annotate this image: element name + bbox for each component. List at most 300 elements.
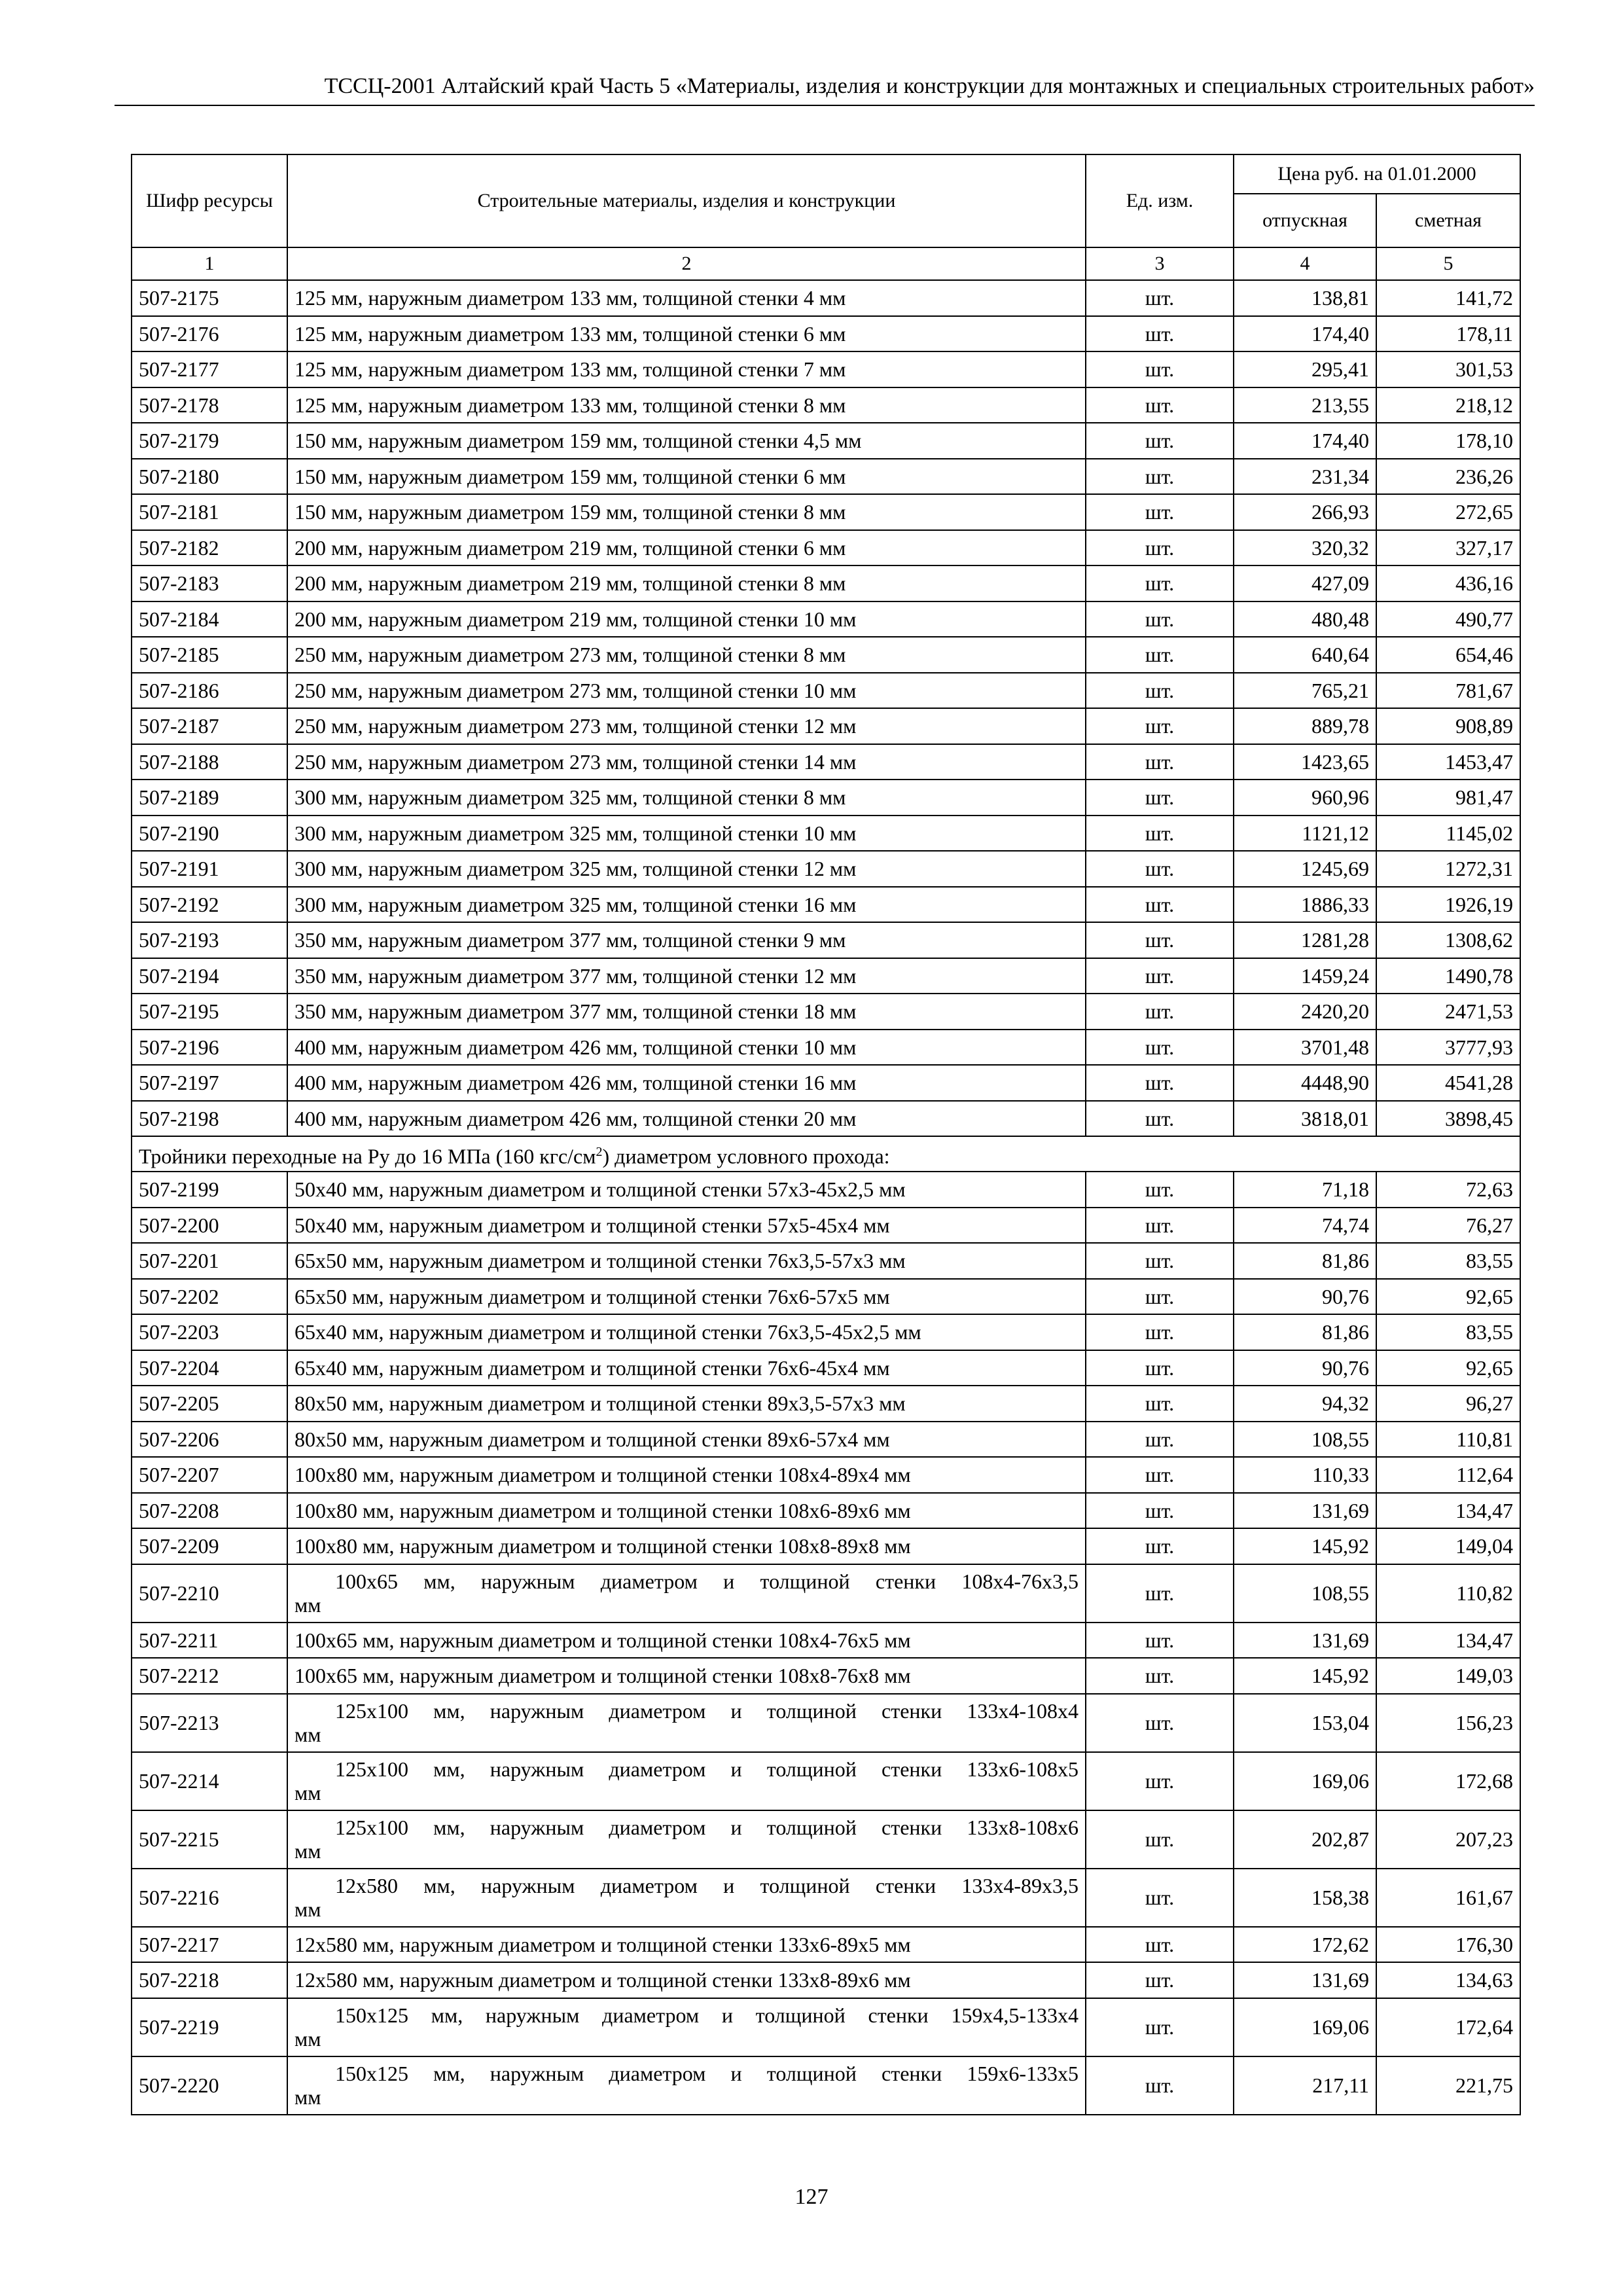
- cell-release-price: 640,64: [1234, 637, 1376, 673]
- cell-unit: шт.: [1086, 530, 1234, 566]
- cell-estimate-price: 327,17: [1376, 530, 1520, 566]
- cell-unit: шт.: [1086, 1623, 1234, 1659]
- cell-name: [287, 1752, 1086, 1810]
- cell-unit: шт.: [1086, 673, 1234, 709]
- cell-unit: шт.: [1086, 1279, 1234, 1315]
- cell-release-price: 765,21: [1234, 673, 1376, 709]
- table-row: [132, 922, 1520, 958]
- cell-estimate-price: 2471,53: [1376, 994, 1520, 1030]
- cell-estimate-price: 1145,02: [1376, 816, 1520, 852]
- cell-estimate-price: 92,65: [1376, 1350, 1520, 1386]
- cell-code: 507-2197: [132, 1065, 287, 1101]
- cell-release-price: 1121,12: [1234, 816, 1376, 852]
- cell-unit: шт.: [1086, 637, 1234, 673]
- cell-name: 100х80 мм, наружным диаметром и толщиной стенки 108х8-89х8 мм: [287, 1528, 1086, 1564]
- cell-estimate-price: 272,65: [1376, 494, 1520, 530]
- cell-release-price: 231,34: [1234, 459, 1376, 495]
- cell-code: 507-2210: [132, 1564, 287, 1623]
- cell-release-price: 2420,20: [1234, 994, 1376, 1030]
- cell-code: 507-2208: [132, 1493, 287, 1529]
- cell-name: 150 мм, наружным диаметром 159 мм, толщиной стенки 8 мм: [287, 494, 1086, 530]
- table-row: [132, 1694, 1520, 1752]
- table-row: [132, 1962, 1520, 1998]
- section-title: Тройники переходные на Ру до 16 МПа (160 кгс/$см^2$) диаметром условного прохода:: [132, 1136, 1520, 1172]
- cell-name: 80х50 мм, наружным диаметром и толщиной стенки 89х6-57х4 мм: [287, 1422, 1086, 1458]
- table-row: [132, 459, 1520, 495]
- cell-estimate-price: 112,64: [1376, 1457, 1520, 1493]
- cell-unit: шт.: [1086, 316, 1234, 352]
- cell-estimate-price: 236,26: [1376, 459, 1520, 495]
- cell-name: [287, 1694, 1086, 1752]
- table-row: [132, 1422, 1520, 1458]
- cell-code: 507-2216: [132, 1869, 287, 1927]
- cell-unit: шт.: [1086, 1350, 1234, 1386]
- cell-estimate-price: 1308,62: [1376, 922, 1520, 958]
- cell-release-price: 3701,48: [1234, 1030, 1376, 1066]
- cell-name: 100х65 мм, наружным диаметром и толщиной стенки 108х8-76х8 мм: [287, 1658, 1086, 1694]
- cell-unit: шт.: [1086, 1998, 1234, 2056]
- col-header-release: отпускная: [1234, 194, 1376, 247]
- table-row: [132, 280, 1520, 316]
- cell-name: 50х40 мм, наружным диаметром и толщиной стенки 57х3-45х2,5 мм: [287, 1172, 1086, 1208]
- cell-release-price: 427,09: [1234, 565, 1376, 601]
- cell-code: 507-2179: [132, 423, 287, 459]
- cell-unit: шт.: [1086, 744, 1234, 780]
- cell-code: 507-2192: [132, 887, 287, 923]
- cell-release-price: 174,40: [1234, 423, 1376, 459]
- cell-release-price: 266,93: [1234, 494, 1376, 530]
- table-row: [132, 780, 1520, 816]
- running-header: ТССЦ-2001 Алтайский край Часть 5 «Материалы, изделия и конструкции для монтажных и специальных строительных работ»: [324, 74, 1535, 98]
- cell-release-price: 81,86: [1234, 1314, 1376, 1350]
- table-row: [132, 744, 1520, 780]
- cell-estimate-price: 436,16: [1376, 565, 1520, 601]
- table-row: [132, 1927, 1520, 1963]
- cell-name-line2: мм: [294, 1897, 321, 1921]
- cell-code: 507-2188: [132, 744, 287, 780]
- cell-code: 507-2175: [132, 280, 287, 316]
- cell-name: 12х580 мм, наружным диаметром и толщиной стенки 133х6-89х5 мм: [287, 1927, 1086, 1963]
- cell-code: 507-2212: [132, 1658, 287, 1694]
- col-header-price: Цена руб. на 01.01.2000: [1234, 154, 1520, 194]
- cell-unit: шт.: [1086, 994, 1234, 1030]
- cell-release-price: 145,92: [1234, 1658, 1376, 1694]
- cell-code: 507-2198: [132, 1101, 287, 1137]
- cell-unit: шт.: [1086, 351, 1234, 387]
- cell-estimate-price: 110,82: [1376, 1564, 1520, 1623]
- table-row: [132, 1243, 1520, 1279]
- table-row: [132, 1208, 1520, 1244]
- table-row: [132, 1314, 1520, 1350]
- cell-unit: шт.: [1086, 1962, 1234, 1998]
- table-row: [132, 851, 1520, 887]
- cell-release-price: 94,32: [1234, 1386, 1376, 1422]
- cell-unit: шт.: [1086, 887, 1234, 923]
- cell-code: 507-2184: [132, 601, 287, 637]
- cell-release-price: 81,86: [1234, 1243, 1376, 1279]
- cell-code: 507-2202: [132, 1279, 287, 1315]
- cell-name: 65х50 мм, наружным диаметром и толщиной стенки 76х3,5-57х3 мм: [287, 1243, 1086, 1279]
- cell-unit: шт.: [1086, 1065, 1234, 1101]
- cell-release-price: 202,87: [1234, 1810, 1376, 1869]
- col-number: 5: [1376, 247, 1520, 280]
- cell-release-price: 1245,69: [1234, 851, 1376, 887]
- cell-unit: шт.: [1086, 1101, 1234, 1137]
- cell-unit: шт.: [1086, 2056, 1234, 2115]
- cell-release-price: 1459,24: [1234, 958, 1376, 994]
- table-row: [132, 1564, 1520, 1623]
- cell-estimate-price: 218,12: [1376, 387, 1520, 423]
- cell-estimate-price: 110,81: [1376, 1422, 1520, 1458]
- col-header-estimate: сметная: [1376, 194, 1520, 247]
- cell-unit: шт.: [1086, 1172, 1234, 1208]
- cell-estimate-price: 134,47: [1376, 1493, 1520, 1529]
- cell-name: 100х65 мм, наружным диаметром и толщиной стенки 108х4-76х5 мм: [287, 1623, 1086, 1659]
- cell-name: 125 мм, наружным диаметром 133 мм, толщиной стенки 8 мм: [287, 387, 1086, 423]
- cell-estimate-price: 781,67: [1376, 673, 1520, 709]
- cell-code: 507-2220: [132, 2056, 287, 2115]
- cell-code: 507-2204: [132, 1350, 287, 1386]
- cell-release-price: 889,78: [1234, 708, 1376, 744]
- cell-release-price: 110,33: [1234, 1457, 1376, 1493]
- cell-release-price: 71,18: [1234, 1172, 1376, 1208]
- table-row: [132, 565, 1520, 601]
- cell-estimate-price: 72,63: [1376, 1172, 1520, 1208]
- table-row: [132, 1623, 1520, 1659]
- cell-code: 507-2200: [132, 1208, 287, 1244]
- table-body-tees: [132, 1172, 1520, 2115]
- table-row: [132, 887, 1520, 923]
- cell-release-price: 131,69: [1234, 1623, 1376, 1659]
- cell-code: 507-2218: [132, 1962, 287, 1998]
- cell-code: 507-2215: [132, 1810, 287, 1869]
- cell-code: 507-2182: [132, 530, 287, 566]
- cell-code: 507-2194: [132, 958, 287, 994]
- col-number: 4: [1234, 247, 1376, 280]
- cell-estimate-price: 172,64: [1376, 1998, 1520, 2056]
- cell-name: 200 мм, наружным диаметром 219 мм, толщиной стенки 6 мм: [287, 530, 1086, 566]
- cell-name: 125 мм, наружным диаметром 133 мм, толщиной стенки 7 мм: [287, 351, 1086, 387]
- cell-name: 100х80 мм, наружным диаметром и толщиной стенки 108х4-89х4 мм: [287, 1457, 1086, 1493]
- cell-unit: шт.: [1086, 1564, 1234, 1623]
- cell-release-price: 169,06: [1234, 1998, 1376, 2056]
- col-number: 1: [132, 247, 287, 280]
- table-row: [132, 530, 1520, 566]
- cell-code: 507-2196: [132, 1030, 287, 1066]
- table-row: [132, 958, 1520, 994]
- col-header-name: Строительные материалы, изделия и конструкции: [287, 154, 1086, 247]
- cell-code: 507-2207: [132, 1457, 287, 1493]
- table-row: [132, 1457, 1520, 1493]
- table-row: [132, 708, 1520, 744]
- cell-unit: шт.: [1086, 1422, 1234, 1458]
- cell-name: 250 мм, наружным диаметром 273 мм, толщиной стенки 14 мм: [287, 744, 1086, 780]
- col-header-unit: Ед. изм.: [1086, 154, 1234, 247]
- cell-estimate-price: 141,72: [1376, 280, 1520, 316]
- cell-unit: шт.: [1086, 601, 1234, 637]
- cell-code: 507-2186: [132, 673, 287, 709]
- cell-unit: шт.: [1086, 1810, 1234, 1869]
- cell-code: 507-2183: [132, 565, 287, 601]
- cell-estimate-price: 490,77: [1376, 601, 1520, 637]
- cell-unit: шт.: [1086, 423, 1234, 459]
- cell-release-price: 174,40: [1234, 316, 1376, 352]
- table-row: [132, 1810, 1520, 1869]
- table-row: [132, 351, 1520, 387]
- cell-release-price: 131,69: [1234, 1493, 1376, 1529]
- cell-name-line1: 12х580 мм, наружным диаметром и толщиной стенки 133х4-89х3,5: [335, 1874, 1079, 1897]
- cell-estimate-price: 301,53: [1376, 351, 1520, 387]
- table-row: [132, 1030, 1520, 1066]
- table-row: [132, 316, 1520, 352]
- cell-name: 250 мм, наружным диаметром 273 мм, толщиной стенки 8 мм: [287, 637, 1086, 673]
- cell-estimate-price: 134,63: [1376, 1962, 1520, 1998]
- cell-estimate-price: 908,89: [1376, 708, 1520, 744]
- cell-name-line2: мм: [294, 1839, 321, 1863]
- table-row: [132, 1172, 1520, 1208]
- cell-estimate-price: 1453,47: [1376, 744, 1520, 780]
- cell-unit: шт.: [1086, 851, 1234, 887]
- price-table: [131, 154, 1521, 2115]
- col-number: 2: [287, 247, 1086, 280]
- table-row: [132, 1869, 1520, 1927]
- cell-estimate-price: 4541,28: [1376, 1065, 1520, 1101]
- table-row: [132, 1350, 1520, 1386]
- table-body-pipes: [132, 280, 1520, 1136]
- cell-estimate-price: 156,23: [1376, 1694, 1520, 1752]
- cell-unit: шт.: [1086, 1243, 1234, 1279]
- cell-code: 507-2199: [132, 1172, 287, 1208]
- table-row: [132, 387, 1520, 423]
- cell-code: 507-2205: [132, 1386, 287, 1422]
- cell-code: 507-2181: [132, 494, 287, 530]
- cell-release-price: 108,55: [1234, 1422, 1376, 1458]
- header-rule: [115, 105, 1535, 106]
- cell-name: [287, 1998, 1086, 2056]
- cell-estimate-price: 149,03: [1376, 1658, 1520, 1694]
- table-row: [132, 2056, 1520, 2115]
- cell-unit: шт.: [1086, 1314, 1234, 1350]
- table-row: [132, 1386, 1520, 1422]
- cell-code: 507-2176: [132, 316, 287, 352]
- cell-estimate-price: 1926,19: [1376, 887, 1520, 923]
- cell-release-price: 145,92: [1234, 1528, 1376, 1564]
- cell-unit: шт.: [1086, 1528, 1234, 1564]
- cell-release-price: 1281,28: [1234, 922, 1376, 958]
- cell-unit: шт.: [1086, 1869, 1234, 1927]
- cell-unit: шт.: [1086, 1386, 1234, 1422]
- cell-unit: шт.: [1086, 1457, 1234, 1493]
- cell-release-price: 4448,90: [1234, 1065, 1376, 1101]
- table-row: [132, 816, 1520, 852]
- cell-code: 507-2203: [132, 1314, 287, 1350]
- cell-code: 507-2209: [132, 1528, 287, 1564]
- cell-code: 507-2180: [132, 459, 287, 495]
- cell-name: 12х580 мм, наружным диаметром и толщиной стенки 133х8-89х6 мм: [287, 1962, 1086, 1998]
- cell-name: 65х50 мм, наружным диаметром и толщиной стенки 76х6-57х5 мм: [287, 1279, 1086, 1315]
- cell-code: 507-2213: [132, 1694, 287, 1752]
- cell-release-price: 480,48: [1234, 601, 1376, 637]
- cell-name-line2: мм: [294, 1781, 321, 1804]
- cell-name-line2: мм: [294, 1593, 321, 1617]
- cell-unit: шт.: [1086, 280, 1234, 316]
- cell-name: [287, 1564, 1086, 1623]
- cell-code: 507-2189: [132, 780, 287, 816]
- cell-release-price: 158,38: [1234, 1869, 1376, 1927]
- cell-release-price: 1886,33: [1234, 887, 1376, 923]
- cell-name: 300 мм, наружным диаметром 325 мм, толщиной стенки 10 мм: [287, 816, 1086, 852]
- cell-unit: шт.: [1086, 459, 1234, 495]
- cell-unit: шт.: [1086, 387, 1234, 423]
- cell-code: 507-2214: [132, 1752, 287, 1810]
- cell-name-line2: мм: [294, 2085, 321, 2109]
- table-section: [132, 1136, 1520, 1172]
- cell-release-price: 169,06: [1234, 1752, 1376, 1810]
- page-number: 127: [794, 2185, 829, 2209]
- col-number: 3: [1086, 247, 1234, 280]
- cell-code: 507-2178: [132, 387, 287, 423]
- table-row: [132, 1101, 1520, 1137]
- cell-name: 350 мм, наружным диаметром 377 мм, толщиной стенки 18 мм: [287, 994, 1086, 1030]
- cell-release-price: 213,55: [1234, 387, 1376, 423]
- cell-name: 125 мм, наружным диаметром 133 мм, толщиной стенки 6 мм: [287, 316, 1086, 352]
- cell-code: 507-2191: [132, 851, 287, 887]
- cell-release-price: 131,69: [1234, 1962, 1376, 1998]
- cell-name-line1: 150х125 мм, наружным диаметром и толщиной стенки 159х6-133х5: [335, 2062, 1079, 2085]
- table-row: [132, 1493, 1520, 1529]
- cell-estimate-price: 76,27: [1376, 1208, 1520, 1244]
- cell-code: 507-2185: [132, 637, 287, 673]
- cell-name: 65х40 мм, наружным диаметром и толщиной стенки 76х6-45х4 мм: [287, 1350, 1086, 1386]
- cell-name: 200 мм, наружным диаметром 219 мм, толщиной стенки 8 мм: [287, 565, 1086, 601]
- cell-name: 350 мм, наружным диаметром 377 мм, толщиной стенки 9 мм: [287, 922, 1086, 958]
- cell-name: 50х40 мм, наружным диаметром и толщиной стенки 57х5-45х4 мм: [287, 1208, 1086, 1244]
- cell-name-line1: 125х100 мм, наружным диаметром и толщиной стенки 133х6-108х5: [335, 1757, 1079, 1781]
- cell-name: 350 мм, наружным диаметром 377 мм, толщиной стенки 12 мм: [287, 958, 1086, 994]
- cell-release-price: 153,04: [1234, 1694, 1376, 1752]
- cell-name: 150 мм, наружным диаметром 159 мм, толщиной стенки 4,5 мм: [287, 423, 1086, 459]
- cell-estimate-price: 1490,78: [1376, 958, 1520, 994]
- cell-code: 507-2190: [132, 816, 287, 852]
- cell-unit: шт.: [1086, 1927, 1234, 1963]
- cell-release-price: 74,74: [1234, 1208, 1376, 1244]
- cell-estimate-price: 96,27: [1376, 1386, 1520, 1422]
- cell-name-line1: 150х125 мм, наружным диаметром и толщиной стенки 159х4,5-133х4: [335, 2003, 1079, 2027]
- cell-name: 300 мм, наружным диаметром 325 мм, толщиной стенки 16 мм: [287, 887, 1086, 923]
- table-row: [132, 1279, 1520, 1315]
- cell-unit: шт.: [1086, 494, 1234, 530]
- table-row: [132, 1658, 1520, 1694]
- cell-release-price: 960,96: [1234, 780, 1376, 816]
- cell-estimate-price: 134,47: [1376, 1623, 1520, 1659]
- cell-name: [287, 1869, 1086, 1927]
- cell-estimate-price: 176,30: [1376, 1927, 1520, 1963]
- cell-name: 125 мм, наружным диаметром 133 мм, толщиной стенки 4 мм: [287, 280, 1086, 316]
- cell-name-line2: мм: [294, 2027, 321, 2051]
- cell-name: [287, 2056, 1086, 2115]
- table-row: [132, 494, 1520, 530]
- cell-estimate-price: 981,47: [1376, 780, 1520, 816]
- cell-name: 250 мм, наружным диаметром 273 мм, толщиной стенки 12 мм: [287, 708, 1086, 744]
- cell-name: 100х80 мм, наружным диаметром и толщиной стенки 108х6-89х6 мм: [287, 1493, 1086, 1529]
- cell-estimate-price: 161,67: [1376, 1869, 1520, 1927]
- cell-code: 507-2195: [132, 994, 287, 1030]
- cell-name-line1: 125х100 мм, наружным диаметром и толщиной стенки 133х4-108х4: [335, 1699, 1079, 1723]
- cell-name: 300 мм, наружным диаметром 325 мм, толщиной стенки 8 мм: [287, 780, 1086, 816]
- cell-name: 400 мм, наружным диаметром 426 мм, толщиной стенки 10 мм: [287, 1030, 1086, 1066]
- cell-release-price: 172,62: [1234, 1927, 1376, 1963]
- cell-estimate-price: 207,23: [1376, 1810, 1520, 1869]
- cell-estimate-price: 149,04: [1376, 1528, 1520, 1564]
- cell-name: 200 мм, наружным диаметром 219 мм, толщиной стенки 10 мм: [287, 601, 1086, 637]
- cell-code: 507-2206: [132, 1422, 287, 1458]
- cell-release-price: 320,32: [1234, 530, 1376, 566]
- table-row: [132, 1528, 1520, 1564]
- cell-estimate-price: 178,10: [1376, 423, 1520, 459]
- cell-release-price: 90,76: [1234, 1279, 1376, 1315]
- cell-release-price: 108,55: [1234, 1564, 1376, 1623]
- cell-estimate-price: 83,55: [1376, 1314, 1520, 1350]
- cell-estimate-price: 654,46: [1376, 637, 1520, 673]
- cell-name: 250 мм, наружным диаметром 273 мм, толщиной стенки 10 мм: [287, 673, 1086, 709]
- table-row: [132, 1998, 1520, 2056]
- cell-name-line1: 100х65 мм, наружным диаметром и толщиной стенки 108х4-76х3,5: [335, 1570, 1079, 1593]
- cell-release-price: 90,76: [1234, 1350, 1376, 1386]
- cell-release-price: 138,81: [1234, 280, 1376, 316]
- col-header-code: Шифр ресурсы: [132, 154, 287, 247]
- cell-release-price: 3818,01: [1234, 1101, 1376, 1137]
- cell-code: 507-2201: [132, 1243, 287, 1279]
- cell-unit: шт.: [1086, 780, 1234, 816]
- cell-estimate-price: 1272,31: [1376, 851, 1520, 887]
- cell-unit: шт.: [1086, 1694, 1234, 1752]
- cell-unit: шт.: [1086, 1208, 1234, 1244]
- cell-name: 400 мм, наружным диаметром 426 мм, толщиной стенки 16 мм: [287, 1065, 1086, 1101]
- cell-name: 65х40 мм, наружным диаметром и толщиной стенки 76х3,5-45х2,5 мм: [287, 1314, 1086, 1350]
- cell-estimate-price: 92,65: [1376, 1279, 1520, 1315]
- cell-estimate-price: 221,75: [1376, 2056, 1520, 2115]
- cell-release-price: 217,11: [1234, 2056, 1376, 2115]
- table-row: [132, 673, 1520, 709]
- cell-name: 150 мм, наружным диаметром 159 мм, толщиной стенки 6 мм: [287, 459, 1086, 495]
- cell-code: 507-2177: [132, 351, 287, 387]
- table-row: [132, 1065, 1520, 1101]
- cell-unit: шт.: [1086, 816, 1234, 852]
- cell-name: 300 мм, наружным диаметром 325 мм, толщиной стенки 12 мм: [287, 851, 1086, 887]
- cell-unit: шт.: [1086, 1752, 1234, 1810]
- cell-code: 507-2219: [132, 1998, 287, 2056]
- cell-unit: шт.: [1086, 958, 1234, 994]
- table-row: [132, 637, 1520, 673]
- cell-release-price: 295,41: [1234, 351, 1376, 387]
- cell-unit: шт.: [1086, 565, 1234, 601]
- cell-unit: шт.: [1086, 1658, 1234, 1694]
- cell-name: 400 мм, наружным диаметром 426 мм, толщиной стенки 20 мм: [287, 1101, 1086, 1137]
- cell-estimate-price: 178,11: [1376, 316, 1520, 352]
- cell-estimate-price: 3777,93: [1376, 1030, 1520, 1066]
- cell-code: 507-2187: [132, 708, 287, 744]
- cell-unit: шт.: [1086, 708, 1234, 744]
- table-row: [132, 994, 1520, 1030]
- cell-release-price: 1423,65: [1234, 744, 1376, 780]
- cell-code: 507-2193: [132, 922, 287, 958]
- cell-unit: шт.: [1086, 922, 1234, 958]
- cell-unit: шт.: [1086, 1030, 1234, 1066]
- cell-name-line1: 125х100 мм, наружным диаметром и толщиной стенки 133х8-108х6: [335, 1816, 1079, 1839]
- cell-name: 80х50 мм, наружным диаметром и толщиной стенки 89х3,5-57х3 мм: [287, 1386, 1086, 1422]
- cell-name-line2: мм: [294, 1723, 321, 1746]
- cell-estimate-price: 172,68: [1376, 1752, 1520, 1810]
